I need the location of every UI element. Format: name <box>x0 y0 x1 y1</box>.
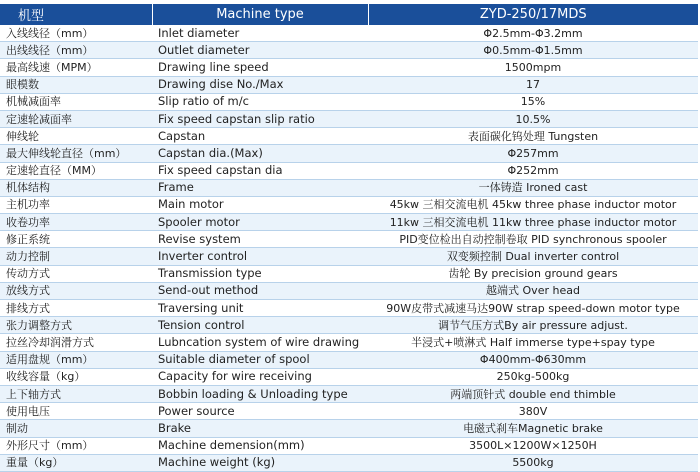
spec-value: 90W皮带式减速马达90W strap speed-down motor type <box>368 300 698 317</box>
spec-table <box>0 4 698 472</box>
spec-value: 1500mpm <box>368 59 698 76</box>
spec-label-en: Capstan dia.(Max) <box>152 145 368 162</box>
spec-label-zh: 最高线速（MPM） <box>0 59 152 76</box>
spec-label-zh: 修正系统 <box>0 231 152 248</box>
spec-label-en: Inverter control <box>152 248 368 265</box>
spec-label-en: Drawing line speed <box>152 59 368 76</box>
header-machine-type: Machine type <box>152 4 368 25</box>
spec-label-zh: 定速轮减面率 <box>0 110 152 127</box>
spec-label-en: Fix speed capstan slip ratio <box>152 110 368 127</box>
spec-label-en: Machine weight (kg) <box>152 454 368 471</box>
spec-value: 越端式 Over head <box>368 282 698 299</box>
spec-label-zh: 制动 <box>0 420 152 437</box>
table-row <box>0 110 698 127</box>
spec-label-zh: 入线线径（mm） <box>0 25 152 42</box>
spec-label-en: Machine demension(mm) <box>152 437 368 454</box>
spec-value: 250kg-500kg <box>368 368 698 385</box>
spec-label-zh: 外形尺寸（mm） <box>0 437 152 454</box>
spec-value: 15% <box>368 93 698 110</box>
table-row <box>0 231 698 248</box>
table-row <box>0 403 698 420</box>
spec-value: 半浸式+喷淋式 Half immerse type+spay type <box>368 334 698 351</box>
spec-value: Φ2.5mm-Φ3.2mm <box>368 25 698 42</box>
spec-label-en: Outlet diameter <box>152 42 368 59</box>
spec-label-zh: 收线容量（kg） <box>0 368 152 385</box>
spec-label-zh: 排线方式 <box>0 300 152 317</box>
table-row <box>0 334 698 351</box>
spec-label-zh: 重量（kg） <box>0 454 152 471</box>
table-row <box>0 214 698 231</box>
table-row <box>0 128 698 145</box>
spec-label-zh: 适用盘规（mm） <box>0 351 152 368</box>
spec-value: 表面碳化钨处理 Tungsten <box>368 128 698 145</box>
spec-label-en: Frame <box>152 179 368 196</box>
table-row <box>0 93 698 110</box>
spec-label-en: Inlet diameter <box>152 25 368 42</box>
table-row <box>0 265 698 282</box>
table-row <box>0 420 698 437</box>
table-row <box>0 145 698 162</box>
spec-value: 380V <box>368 403 698 420</box>
spec-label-zh: 出线线径（mm） <box>0 42 152 59</box>
table-row <box>0 42 698 59</box>
spec-label-zh: 主机功率 <box>0 196 152 213</box>
spec-label-zh: 伸线轮 <box>0 128 152 145</box>
spec-body <box>0 25 698 471</box>
spec-label-zh: 机械减面率 <box>0 93 152 110</box>
table-row <box>0 76 698 93</box>
table-row <box>0 282 698 299</box>
spec-label-en: Lubncation system of wire drawing <box>152 334 368 351</box>
spec-label-zh: 定速轮直径（MM） <box>0 162 152 179</box>
spec-label-zh: 拉丝冷却润滑方式 <box>0 334 152 351</box>
spec-value: 3500L×1200W×1250H <box>368 437 698 454</box>
spec-value: PID变位检出自动控制卷取 PID synchronous spooler <box>368 231 698 248</box>
spec-value: 调节气压方式By air pressure adjust. <box>368 317 698 334</box>
spec-label-en: Revise system <box>152 231 368 248</box>
spec-sheet <box>0 4 698 472</box>
spec-label-en: Bobbin loading & Unloading type <box>152 385 368 402</box>
table-row <box>0 59 698 76</box>
table-row <box>0 385 698 402</box>
table-row <box>0 179 698 196</box>
table-row <box>0 196 698 213</box>
spec-value: Φ0.5mm-Φ1.5mm <box>368 42 698 59</box>
table-row <box>0 248 698 265</box>
spec-label-en: Capstan <box>152 128 368 145</box>
spec-label-zh: 动力控制 <box>0 248 152 265</box>
spec-label-zh: 张力调整方式 <box>0 317 152 334</box>
spec-label-zh: 眼模数 <box>0 76 152 93</box>
spec-value: 45kw 三相交流电机 45kw three phase inductor motor <box>368 196 698 213</box>
spec-label-en: Send-out method <box>152 282 368 299</box>
spec-label-en: Brake <box>152 420 368 437</box>
spec-label-zh: 最大伸线轮直径（mm） <box>0 145 152 162</box>
spec-value: 10.5% <box>368 110 698 127</box>
spec-value: 电磁式刹车Magnetic brake <box>368 420 698 437</box>
table-header <box>0 4 698 25</box>
spec-value: Φ257mm <box>368 145 698 162</box>
spec-value: Φ252mm <box>368 162 698 179</box>
spec-value: Φ400mm-Φ630mm <box>368 351 698 368</box>
spec-value: 11kw 三相交流电机 11kw three phase inductor motor <box>368 214 698 231</box>
spec-label-en: Traversing unit <box>152 300 368 317</box>
spec-value: 双变频控制 Dual inverter control <box>368 248 698 265</box>
spec-label-zh: 机体结构 <box>0 179 152 196</box>
table-row <box>0 300 698 317</box>
spec-label-en: Suitable diameter of spool <box>152 351 368 368</box>
spec-label-en: Fix speed capstan dia <box>152 162 368 179</box>
table-row <box>0 454 698 471</box>
table-row <box>0 351 698 368</box>
spec-value: 17 <box>368 76 698 93</box>
spec-label-en: Power source <box>152 403 368 420</box>
spec-label-en: Drawing dise No./Max <box>152 76 368 93</box>
spec-label-zh: 使用电压 <box>0 403 152 420</box>
spec-label-zh: 传动方式 <box>0 265 152 282</box>
spec-label-en: Transmission type <box>152 265 368 282</box>
header-model-zh: 机型 <box>0 4 152 25</box>
spec-label-en: Capacity for wire receiving <box>152 368 368 385</box>
spec-label-zh: 收卷功率 <box>0 214 152 231</box>
spec-label-en: Slip ratio of m/c <box>152 93 368 110</box>
table-row <box>0 162 698 179</box>
header-model-number: ZYD-250/17MDS <box>368 4 698 25</box>
spec-label-en: Tension control <box>152 317 368 334</box>
spec-label-en: Spooler motor <box>152 214 368 231</box>
spec-value: 5500kg <box>368 454 698 471</box>
spec-label-zh: 上下轴方式 <box>0 385 152 402</box>
table-row <box>0 317 698 334</box>
table-row <box>0 368 698 385</box>
table-row <box>0 25 698 42</box>
spec-label-zh: 放线方式 <box>0 282 152 299</box>
table-row <box>0 437 698 454</box>
spec-value: 两端顶针式 double end thimble <box>368 385 698 402</box>
spec-value: 一体铸造 Ironed cast <box>368 179 698 196</box>
spec-label-en: Main motor <box>152 196 368 213</box>
spec-value: 齿轮 By precision ground gears <box>368 265 698 282</box>
